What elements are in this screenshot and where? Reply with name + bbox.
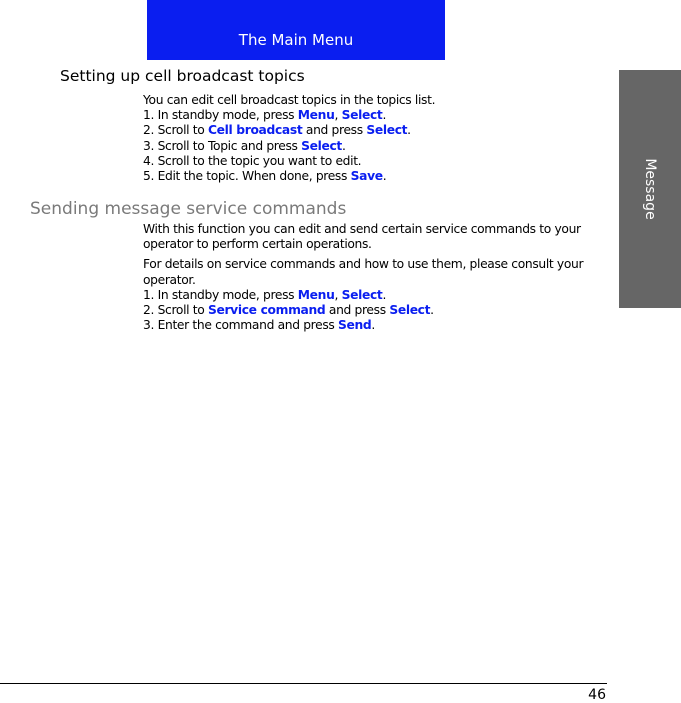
keyword: Menu (297, 108, 335, 123)
keyword: Menu (297, 287, 335, 302)
step: 4. Scroll to the topic you want to edit. (143, 153, 362, 168)
header-banner (147, 0, 445, 60)
service-commands-body (143, 222, 603, 333)
footer-divider (0, 683, 607, 684)
step: 1. In standby mode, press Menu, Select. (143, 287, 386, 302)
step: 5. Edit the topic. When done, press Save. (143, 169, 387, 184)
step: 1. In standby mode, press Menu, Select. (143, 108, 386, 123)
paragraph: With this function you can edit and send certain service commands to your operator to perform certain operations. (143, 222, 581, 252)
cell-broadcast-body (143, 93, 603, 184)
keyword: Save (350, 169, 383, 184)
keyword: Select (341, 108, 383, 123)
keyword: Select (389, 303, 431, 318)
keyword: Service command (207, 303, 326, 318)
keyword: Select (341, 287, 383, 302)
step: 3. Scroll to Topic and press Select. (143, 138, 346, 153)
keyword: Select (366, 123, 408, 138)
intro-text: You can edit cell broadcast topics in the topics list. (143, 93, 436, 107)
keyword: Select (301, 138, 342, 153)
section-tab-message (619, 70, 681, 308)
keyword: Send (338, 318, 372, 333)
section-tab-label: Message (642, 158, 658, 220)
step: 3. Enter the command and press Send. (143, 318, 375, 333)
keyword: Cell broadcast (207, 123, 303, 138)
page-number: 46 (588, 687, 606, 703)
section-heading-service-commands: Sending message service commands (30, 199, 347, 219)
paragraph: For details on service commands and how to use them, please consult your operator. (143, 257, 584, 287)
step: 2. Scroll to Service command and press Select. (143, 303, 434, 318)
page-title: The Main Menu (238, 31, 354, 49)
step: 2. Scroll to Cell broadcast and press Select. (143, 123, 411, 138)
subsection-heading-cell-broadcast: Setting up cell broadcast topics (60, 67, 305, 85)
